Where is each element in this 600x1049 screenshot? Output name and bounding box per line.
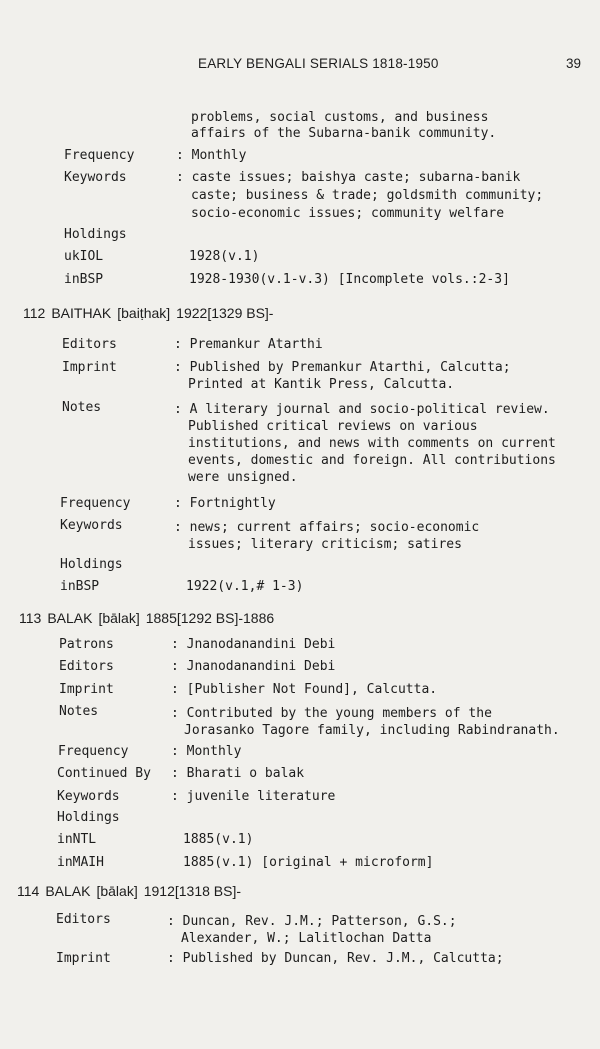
entry-dates: 1912[1318 BS]- — [143, 883, 242, 899]
field-label: Imprint — [59, 682, 114, 697]
field-label: Frequency — [58, 744, 129, 759]
holding-library: inNTL — [57, 832, 97, 847]
field-label: Holdings — [64, 227, 127, 242]
field-value: : Published by Premankur Atarthi, Calcutta; — [174, 360, 511, 375]
field-label: Keywords — [64, 170, 127, 185]
text-line: problems, social customs, and business — [191, 110, 489, 125]
field-value: issues; literary criticism; satires — [188, 537, 462, 552]
field-value: : Fortnightly — [174, 496, 276, 511]
field-value: Alexander, W.; Lalitlochan Datta — [181, 931, 432, 946]
entry-number: 112 — [23, 305, 46, 321]
holding-value: 1922(v.1,# 1-3) — [186, 579, 304, 594]
field-value: : [Publisher Not Found], Calcutta. — [171, 682, 438, 697]
entry-dates: 1885[1292 BS]-1886 — [145, 610, 275, 626]
entry-transliteration: [bālak] — [98, 610, 140, 626]
text-line: affairs of the Subarna-banik community. — [191, 126, 497, 141]
holding-library: inBSP — [64, 272, 104, 287]
field-value: : juvenile literature — [171, 789, 336, 804]
field-label: Keywords — [57, 789, 120, 804]
field-label: Frequency — [64, 148, 135, 163]
field-value: Printed at Kantik Press, Calcutta. — [188, 377, 455, 392]
field-label: Holdings — [57, 810, 120, 825]
holding-library: inMAIH — [57, 855, 104, 870]
entry-dates: 1922[1329 BS]- — [176, 305, 274, 321]
field-value: socio-economic issues; community welfare — [191, 206, 505, 221]
holding-value: 1928(v.1) — [189, 249, 260, 264]
field-value: : Monthly — [171, 744, 242, 759]
field-label: Holdings — [60, 557, 123, 572]
field-label: Patrons — [59, 637, 114, 652]
field-value: Jorasanko Tagore family, including Rabindranath. — [184, 723, 560, 738]
field-label: Notes — [62, 400, 102, 415]
entry-title: BALAK — [45, 883, 91, 899]
entry-title: BAITHAK — [51, 305, 112, 321]
entry-number: 113 — [19, 610, 42, 626]
field-label: Frequency — [60, 496, 131, 511]
field-value: : Jnanodanandini Debi — [171, 659, 336, 674]
field-value: : caste issues; baishya caste; subarna-banik — [176, 170, 521, 185]
field-value: : Jnanodanandini Debi — [171, 637, 336, 652]
running-title: EARLY BENGALI SERIALS 1818-1950 — [198, 56, 439, 71]
holding-value: 1928-1930(v.1-v.3) [Incomplete vols.:2-3] — [189, 272, 510, 287]
field-label: Imprint — [56, 951, 111, 966]
entry-transliteration: [bālak] — [96, 883, 138, 899]
field-value: : Bharati o balak — [171, 766, 305, 781]
entry-title: BALAK — [47, 610, 93, 626]
page-number: 39 — [566, 56, 582, 71]
field-label: Imprint — [62, 360, 117, 375]
field-label: Editors — [56, 912, 111, 927]
field-value: caste; business & trade; goldsmith community; — [191, 188, 544, 203]
field-value: : Contributed by the young members of the — [171, 706, 492, 721]
field-value: : Published by Duncan, Rev. J.M., Calcutta; — [167, 951, 504, 966]
holding-value: 1885(v.1) — [183, 832, 254, 847]
field-value: : Premankur Atarthi — [174, 337, 323, 352]
field-value: institutions, and news with comments on current — [188, 436, 556, 451]
holding-library: inBSP — [60, 579, 100, 594]
entry-heading — [23, 305, 279, 321]
entry-heading — [17, 883, 247, 899]
field-value: : news; current affairs; socio-economic — [174, 520, 480, 535]
entry-heading — [19, 610, 280, 626]
page-header — [0, 56, 600, 76]
field-value: : Monthly — [176, 148, 247, 163]
field-value: events, domestic and foreign. All contributions — [188, 453, 556, 468]
entry-transliteration: [baiṭhak] — [117, 305, 171, 321]
holding-value: 1885(v.1) [original + microform] — [183, 855, 434, 870]
field-label: Continued By — [57, 766, 151, 781]
field-value: : Duncan, Rev. J.M.; Patterson, G.S.; — [167, 914, 457, 929]
field-value: were unsigned. — [188, 470, 298, 485]
field-value: Published critical reviews on various — [188, 419, 478, 434]
holding-library: ukIOL — [64, 249, 104, 264]
field-label: Editors — [62, 337, 117, 352]
field-value: : A literary journal and socio-political review. — [174, 402, 550, 417]
field-label: Editors — [59, 659, 114, 674]
entry-number: 114 — [17, 883, 40, 899]
field-label: Notes — [59, 704, 99, 719]
field-label: Keywords — [60, 518, 123, 533]
